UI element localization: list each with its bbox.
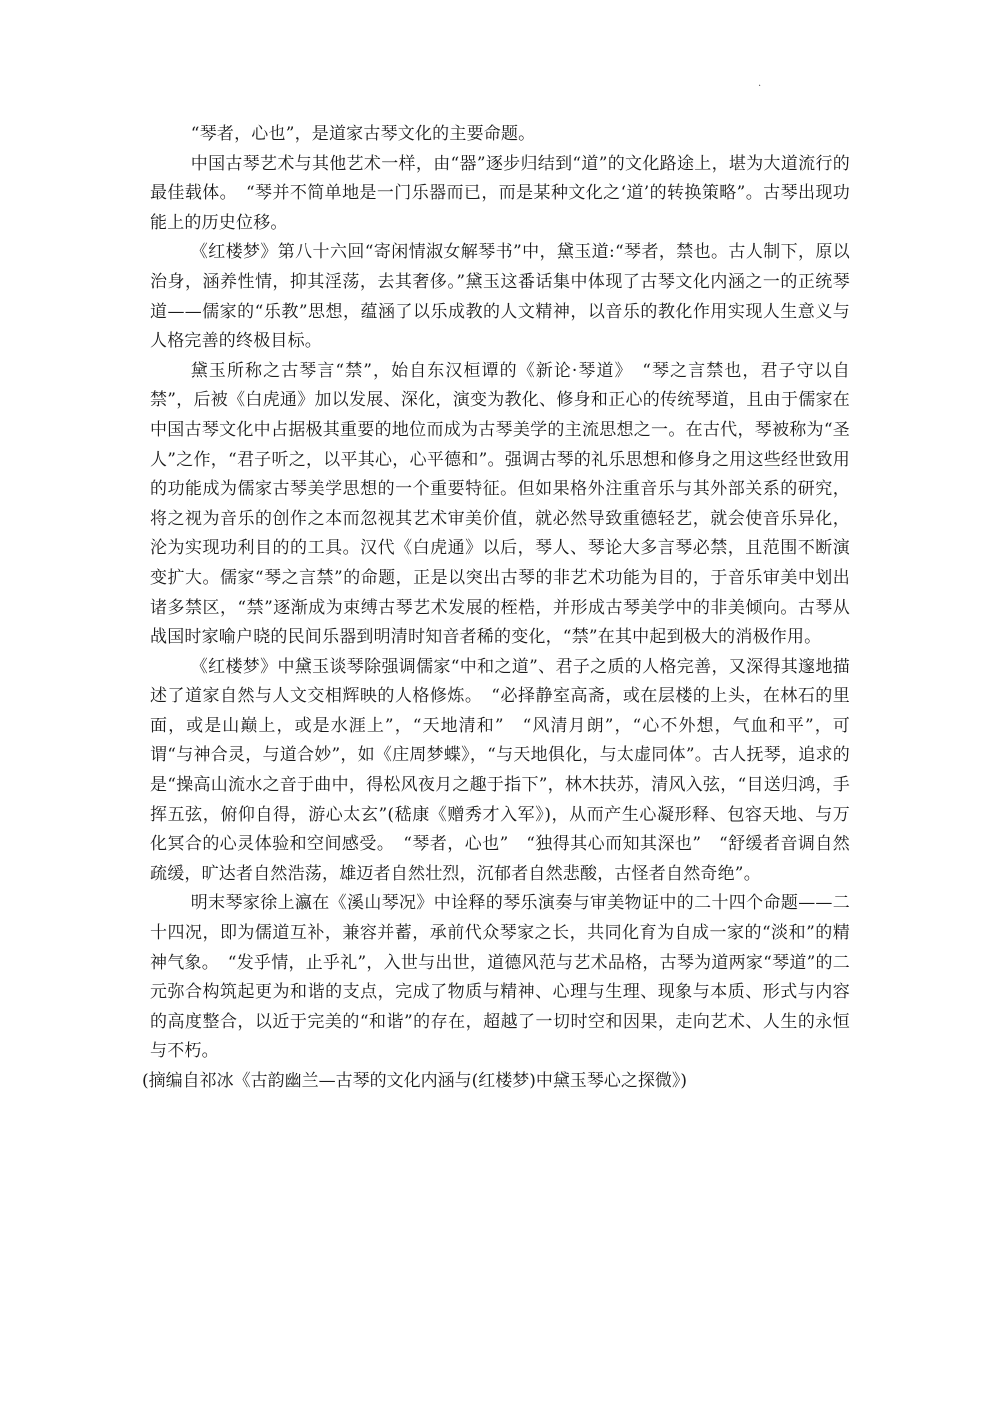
top-mark: . (758, 78, 762, 89)
paragraph-4: 黛玉所称之古琴言“禁”，始自东汉桓谭的《新论·琴道》 “琴之言禁也，君子守以自禁”，后被《白虎通》加以发展、深化，演变为教化、修身和正心的传统琴道，且由于儒家在中国古琴文化中占据极其重要的地位而成为古琴美学的主流思想之一。在古代，琴被称为“圣人”之作，“君子听之，以平其心，心平德和”。强调古琴的礼乐思想和修身之用这些经世致用的功能成为儒家古琴美学思想的一个重要特征。但如果格外注重音乐与其外部关系的研究，将之视为音乐的创作之本而忽视其艺术审美价值，就必然导致重德轻艺，就会使音乐异化，沦为实现功利目的的工具。汉代《白虎通》以后，琴人、琴论大多言琴必禁，且范围不断演变扩大。儒家“琴之言禁”的命题，正是以突出古琴的非艺术功能为目的，于音乐审美中划出诸多禁区，“禁”逐渐成为束缚古琴艺术发展的桎梏，并形成古琴美学中的非美倾向。古琴从战国时家喻户晓的民间乐器到明清时知音者稀的变化，“禁”在其中起到极大的消极作用。 (150, 360, 850, 648)
paragraph-3: 《红楼梦》第八十六回“寄闲情淑女解琴书”中，黛玉道:“琴者，禁也。古人制下，原以治身，涵养性情，抑其淫荡，去其奢侈。”黛玉这番话集中体现了古琴文化内涵之一的正统琴道——儒家的“乐教”思想，蕴涵了以乐成教的人文精神，以音乐的教化作用实现人生意义与人格完善的终极目标。 (150, 242, 850, 352)
paragraph-1: “琴者，心也”，是道家古琴文化的主要命题。 (190, 124, 536, 144)
paragraph-5: 《红楼梦》中黛玉谈琴除强调儒家“中和之道”、君子之质的人格完善，又深得其邃地描述了道家自然与人文交相辉映的人格修炼。 “必择静室高斋，或在层楼的上头，在林石的里面，或是山巅上，或是水涯上”，“天地清和” “风清月朗”，“心不外想，气血和平”，可谓“与神合灵，与道合妙”，如《庄周梦蝶》，“与天地俱化，与太虚同体”。古人抚琴，追求的是“操高山流水之音于曲中，得松风夜月之趣于指下”，林木扶苏，清风入弦，“目送归鸿，手挥五弦，俯仰自得，游心太玄”(嵇康《赠秀才入军》)，从而产生心凝形释、包容天地、与万化冥合的心灵体验和空间感受。 “琴者，心也” “独得其心而知其深也” “舒缓者音调自然疏缓，旷达者自然浩荡，雄迈者自然壮烈，沉郁者自然悲酸，古怪者自然奇绝”。 (150, 656, 850, 884)
source-citation: (摘编自祁冰《古韵幽兰—古琴的文化内涵与(红楼梦)中黛玉琴心之探微》) (142, 1071, 688, 1091)
article-body (142, 120, 850, 1097)
paragraph-2: 中国古琴艺术与其他艺术一样，由“器”逐步归结到“道”的文化路途上，堪为大道流行的最佳载体。 “琴并不简单地是一门乐器而已，而是某种文化之‘道’的转换策略”。古琴出现功能上的历史位移。 (150, 153, 850, 233)
paragraph-6: 明末琴家徐上瀛在《溪山琴况》中诠释的琴乐演奏与审美物证中的二十四个命题——二十四况，即为儒道互补，兼容并蓄，承前代众琴家之长，共同化育为自成一家的“淡和”的精神气象。 “发乎情，止乎礼”，入世与出世，道德风范与艺术品格，古琴为道两家“琴道”的二元弥合构筑起更为和谐的支点，完成了物质与精神、心理与生理、现象与本质、形式与内容的高度整合，以近于完美的“和谐”的存在，超越了一切时空和因果，走向艺术、人生的永恒与不朽。 (150, 893, 850, 1062)
